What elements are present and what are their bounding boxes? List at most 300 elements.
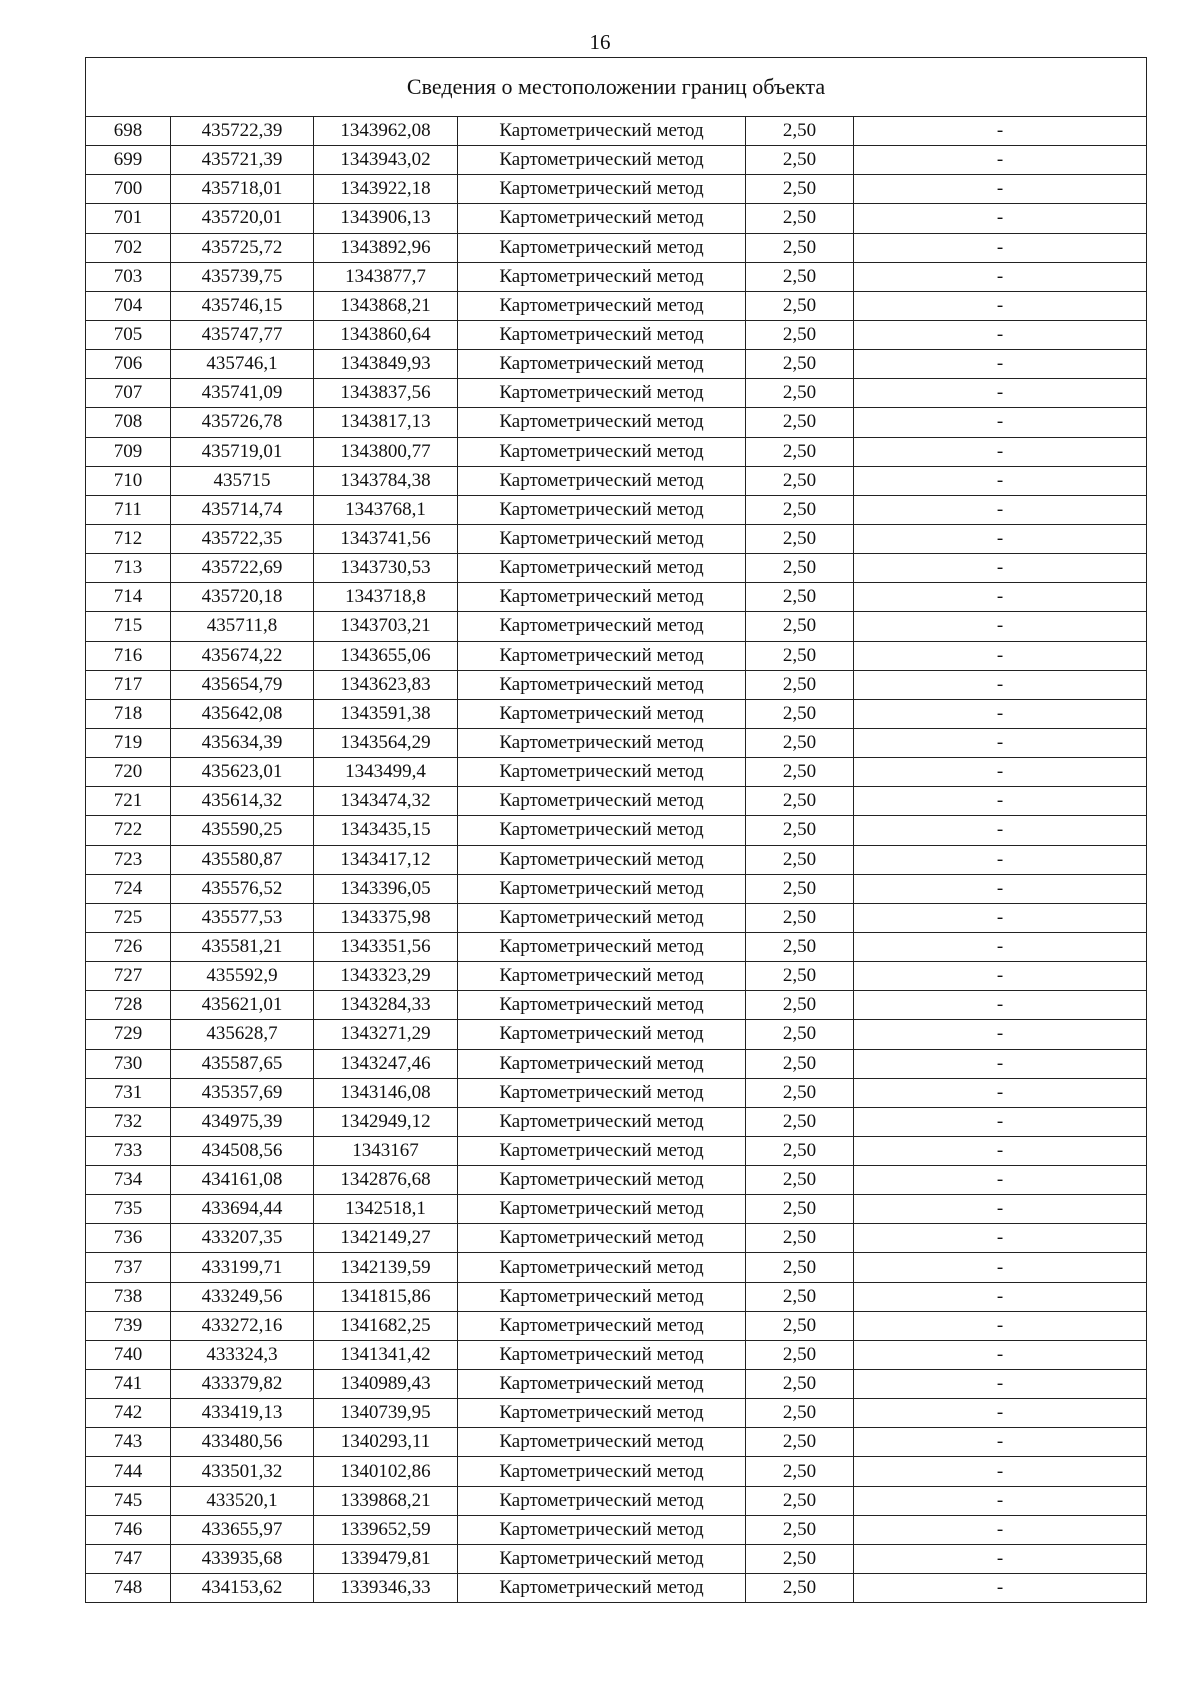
x-coordinate-cell: 433480,56 [171, 1428, 314, 1457]
table-row [86, 320, 1147, 349]
description-cell: - [854, 1311, 1147, 1340]
description-cell: - [854, 146, 1147, 175]
point-number-cell: 699 [86, 146, 171, 175]
description-cell: - [854, 728, 1147, 757]
x-coordinate-cell: 435592,9 [171, 962, 314, 991]
method-cell: Картометрический метод [458, 903, 746, 932]
table-body [86, 117, 1147, 1603]
y-coordinate-cell: 1340739,95 [314, 1399, 458, 1428]
table-row [86, 1544, 1147, 1573]
x-coordinate-cell: 435614,32 [171, 787, 314, 816]
accuracy-cell: 2,50 [746, 524, 854, 553]
y-coordinate-cell: 1343375,98 [314, 903, 458, 932]
accuracy-cell: 2,50 [746, 554, 854, 583]
point-number-cell: 744 [86, 1457, 171, 1486]
x-coordinate-cell: 435580,87 [171, 845, 314, 874]
x-coordinate-cell: 435587,65 [171, 1049, 314, 1078]
table-row [86, 1195, 1147, 1224]
x-coordinate-cell: 435711,8 [171, 612, 314, 641]
description-cell: - [854, 1340, 1147, 1369]
description-cell: - [854, 1136, 1147, 1165]
x-coordinate-cell: 434975,39 [171, 1107, 314, 1136]
y-coordinate-cell: 1340102,86 [314, 1457, 458, 1486]
y-coordinate-cell: 1339652,59 [314, 1515, 458, 1544]
point-number-cell: 724 [86, 874, 171, 903]
table-row [86, 437, 1147, 466]
accuracy-cell: 2,50 [746, 1166, 854, 1195]
method-cell: Картометрический метод [458, 554, 746, 583]
point-number-cell: 745 [86, 1486, 171, 1515]
x-coordinate-cell: 435725,72 [171, 233, 314, 262]
method-cell: Картометрический метод [458, 379, 746, 408]
y-coordinate-cell: 1342149,27 [314, 1224, 458, 1253]
point-number-cell: 733 [86, 1136, 171, 1165]
point-number-cell: 717 [86, 670, 171, 699]
point-number-cell: 730 [86, 1049, 171, 1078]
table-row [86, 1486, 1147, 1515]
accuracy-cell: 2,50 [746, 962, 854, 991]
x-coordinate-cell: 433694,44 [171, 1195, 314, 1224]
y-coordinate-cell: 1339868,21 [314, 1486, 458, 1515]
method-cell: Картометрический метод [458, 1340, 746, 1369]
y-coordinate-cell: 1343435,15 [314, 816, 458, 845]
description-cell: - [854, 699, 1147, 728]
description-cell: - [854, 1486, 1147, 1515]
accuracy-cell: 2,50 [746, 991, 854, 1020]
table-row [86, 175, 1147, 204]
description-cell: - [854, 1107, 1147, 1136]
method-cell: Картометрический метод [458, 1515, 746, 1544]
accuracy-cell: 2,50 [746, 350, 854, 379]
description-cell: - [854, 408, 1147, 437]
accuracy-cell: 2,50 [746, 670, 854, 699]
table-row [86, 1428, 1147, 1457]
accuracy-cell: 2,50 [746, 583, 854, 612]
y-coordinate-cell: 1343284,33 [314, 991, 458, 1020]
point-number-cell: 710 [86, 466, 171, 495]
y-coordinate-cell: 1343849,93 [314, 350, 458, 379]
method-cell: Картометрический метод [458, 117, 746, 146]
accuracy-cell: 2,50 [746, 437, 854, 466]
point-number-cell: 715 [86, 612, 171, 641]
method-cell: Картометрический метод [458, 1107, 746, 1136]
accuracy-cell: 2,50 [746, 1574, 854, 1603]
method-cell: Картометрический метод [458, 1311, 746, 1340]
x-coordinate-cell: 433272,16 [171, 1311, 314, 1340]
point-number-cell: 729 [86, 1020, 171, 1049]
point-number-cell: 702 [86, 233, 171, 262]
description-cell: - [854, 117, 1147, 146]
x-coordinate-cell: 435739,75 [171, 262, 314, 291]
y-coordinate-cell: 1343868,21 [314, 291, 458, 320]
accuracy-cell: 2,50 [746, 1253, 854, 1282]
method-cell: Картометрический метод [458, 1370, 746, 1399]
description-cell: - [854, 845, 1147, 874]
table-row [86, 699, 1147, 728]
y-coordinate-cell: 1343623,83 [314, 670, 458, 699]
table-row [86, 1370, 1147, 1399]
table-row [86, 641, 1147, 670]
method-cell: Картометрический метод [458, 816, 746, 845]
accuracy-cell: 2,50 [746, 1399, 854, 1428]
method-cell: Картометрический метод [458, 932, 746, 961]
method-cell: Картометрический метод [458, 991, 746, 1020]
y-coordinate-cell: 1343323,29 [314, 962, 458, 991]
accuracy-cell: 2,50 [746, 699, 854, 728]
accuracy-cell: 2,50 [746, 1311, 854, 1340]
x-coordinate-cell: 435726,78 [171, 408, 314, 437]
method-cell: Картометрический метод [458, 641, 746, 670]
x-coordinate-cell: 435634,39 [171, 728, 314, 757]
y-coordinate-cell: 1343146,08 [314, 1078, 458, 1107]
x-coordinate-cell: 435715 [171, 466, 314, 495]
y-coordinate-cell: 1343703,21 [314, 612, 458, 641]
table-row [86, 1020, 1147, 1049]
y-coordinate-cell: 1339479,81 [314, 1544, 458, 1573]
description-cell: - [854, 962, 1147, 991]
table-row [86, 845, 1147, 874]
accuracy-cell: 2,50 [746, 1107, 854, 1136]
y-coordinate-cell: 1343655,06 [314, 641, 458, 670]
description-cell: - [854, 350, 1147, 379]
point-number-cell: 737 [86, 1253, 171, 1282]
x-coordinate-cell: 434153,62 [171, 1574, 314, 1603]
method-cell: Картометрический метод [458, 1195, 746, 1224]
x-coordinate-cell: 435654,79 [171, 670, 314, 699]
x-coordinate-cell: 434161,08 [171, 1166, 314, 1195]
description-cell: - [854, 291, 1147, 320]
y-coordinate-cell: 1341341,42 [314, 1340, 458, 1369]
accuracy-cell: 2,50 [746, 1428, 854, 1457]
description-cell: - [854, 320, 1147, 349]
description-cell: - [854, 612, 1147, 641]
y-coordinate-cell: 1343351,56 [314, 932, 458, 961]
method-cell: Картометрический метод [458, 1457, 746, 1486]
method-cell: Картометрический метод [458, 1078, 746, 1107]
x-coordinate-cell: 435721,39 [171, 146, 314, 175]
x-coordinate-cell: 435720,01 [171, 204, 314, 233]
x-coordinate-cell: 435722,39 [171, 117, 314, 146]
table-row [86, 1457, 1147, 1486]
method-cell: Картометрический метод [458, 728, 746, 757]
x-coordinate-cell: 435590,25 [171, 816, 314, 845]
method-cell: Картометрический метод [458, 1282, 746, 1311]
description-cell: - [854, 874, 1147, 903]
point-number-cell: 743 [86, 1428, 171, 1457]
accuracy-cell: 2,50 [746, 845, 854, 874]
x-coordinate-cell: 435576,52 [171, 874, 314, 903]
table-row [86, 291, 1147, 320]
y-coordinate-cell: 1343962,08 [314, 117, 458, 146]
accuracy-cell: 2,50 [746, 874, 854, 903]
point-number-cell: 714 [86, 583, 171, 612]
method-cell: Картометрический метод [458, 320, 746, 349]
point-number-cell: 732 [86, 1107, 171, 1136]
table-row [86, 117, 1147, 146]
method-cell: Картометрический метод [458, 699, 746, 728]
accuracy-cell: 2,50 [746, 1078, 854, 1107]
x-coordinate-cell: 435722,35 [171, 524, 314, 553]
description-cell: - [854, 1370, 1147, 1399]
accuracy-cell: 2,50 [746, 903, 854, 932]
accuracy-cell: 2,50 [746, 291, 854, 320]
description-cell: - [854, 204, 1147, 233]
method-cell: Картометрический метод [458, 612, 746, 641]
accuracy-cell: 2,50 [746, 932, 854, 961]
accuracy-cell: 2,50 [746, 204, 854, 233]
point-number-cell: 718 [86, 699, 171, 728]
point-number-cell: 731 [86, 1078, 171, 1107]
method-cell: Картометрический метод [458, 146, 746, 175]
accuracy-cell: 2,50 [746, 816, 854, 845]
method-cell: Картометрический метод [458, 758, 746, 787]
y-coordinate-cell: 1343474,32 [314, 787, 458, 816]
accuracy-cell: 2,50 [746, 758, 854, 787]
x-coordinate-cell: 435718,01 [171, 175, 314, 204]
y-coordinate-cell: 1343906,13 [314, 204, 458, 233]
x-coordinate-cell: 433379,82 [171, 1370, 314, 1399]
y-coordinate-cell: 1342876,68 [314, 1166, 458, 1195]
y-coordinate-cell: 1343499,4 [314, 758, 458, 787]
x-coordinate-cell: 433501,32 [171, 1457, 314, 1486]
description-cell: - [854, 1253, 1147, 1282]
accuracy-cell: 2,50 [746, 1457, 854, 1486]
accuracy-cell: 2,50 [746, 728, 854, 757]
table-row [86, 612, 1147, 641]
accuracy-cell: 2,50 [746, 1020, 854, 1049]
point-number-cell: 747 [86, 1544, 171, 1573]
accuracy-cell: 2,50 [746, 320, 854, 349]
accuracy-cell: 2,50 [746, 233, 854, 262]
table-row [86, 758, 1147, 787]
x-coordinate-cell: 435746,1 [171, 350, 314, 379]
accuracy-cell: 2,50 [746, 641, 854, 670]
description-cell: - [854, 932, 1147, 961]
accuracy-cell: 2,50 [746, 1049, 854, 1078]
point-number-cell: 701 [86, 204, 171, 233]
y-coordinate-cell: 1339346,33 [314, 1574, 458, 1603]
description-cell: - [854, 379, 1147, 408]
y-coordinate-cell: 1341682,25 [314, 1311, 458, 1340]
x-coordinate-cell: 433419,13 [171, 1399, 314, 1428]
table-row [86, 962, 1147, 991]
y-coordinate-cell: 1343943,02 [314, 146, 458, 175]
description-cell: - [854, 583, 1147, 612]
point-number-cell: 719 [86, 728, 171, 757]
table-row [86, 495, 1147, 524]
method-cell: Картометрический метод [458, 1544, 746, 1573]
table-row [86, 554, 1147, 583]
point-number-cell: 740 [86, 1340, 171, 1369]
table-row [86, 787, 1147, 816]
method-cell: Картометрический метод [458, 1049, 746, 1078]
method-cell: Картометрический метод [458, 495, 746, 524]
point-number-cell: 712 [86, 524, 171, 553]
y-coordinate-cell: 1343564,29 [314, 728, 458, 757]
description-cell: - [854, 437, 1147, 466]
point-number-cell: 736 [86, 1224, 171, 1253]
description-cell: - [854, 1544, 1147, 1573]
y-coordinate-cell: 1343167 [314, 1136, 458, 1165]
table-row [86, 728, 1147, 757]
boundary-coordinates-table [85, 57, 1147, 1603]
accuracy-cell: 2,50 [746, 379, 854, 408]
method-cell: Картометрический метод [458, 524, 746, 553]
x-coordinate-cell: 435747,77 [171, 320, 314, 349]
accuracy-cell: 2,50 [746, 1486, 854, 1515]
table-row [86, 1224, 1147, 1253]
accuracy-cell: 2,50 [746, 1224, 854, 1253]
description-cell: - [854, 1457, 1147, 1486]
point-number-cell: 708 [86, 408, 171, 437]
description-cell: - [854, 1224, 1147, 1253]
description-cell: - [854, 1020, 1147, 1049]
method-cell: Картометрический метод [458, 1020, 746, 1049]
x-coordinate-cell: 435357,69 [171, 1078, 314, 1107]
description-cell: - [854, 758, 1147, 787]
table-row [86, 146, 1147, 175]
method-cell: Картометрический метод [458, 175, 746, 204]
method-cell: Картометрический метод [458, 1486, 746, 1515]
x-coordinate-cell: 435621,01 [171, 991, 314, 1020]
x-coordinate-cell: 435577,53 [171, 903, 314, 932]
page-number: 16 [589, 30, 611, 54]
y-coordinate-cell: 1343718,8 [314, 583, 458, 612]
y-coordinate-cell: 1343591,38 [314, 699, 458, 728]
method-cell: Картометрический метод [458, 787, 746, 816]
point-number-cell: 748 [86, 1574, 171, 1603]
accuracy-cell: 2,50 [746, 495, 854, 524]
method-cell: Картометрический метод [458, 350, 746, 379]
method-cell: Картометрический метод [458, 1166, 746, 1195]
point-number-cell: 711 [86, 495, 171, 524]
point-number-cell: 741 [86, 1370, 171, 1399]
y-coordinate-cell: 1343800,77 [314, 437, 458, 466]
x-coordinate-cell: 435642,08 [171, 699, 314, 728]
y-coordinate-cell: 1343768,1 [314, 495, 458, 524]
description-cell: - [854, 670, 1147, 699]
table-row [86, 1253, 1147, 1282]
y-coordinate-cell: 1343817,13 [314, 408, 458, 437]
point-number-cell: 721 [86, 787, 171, 816]
description-cell: - [854, 1428, 1147, 1457]
y-coordinate-cell: 1343877,7 [314, 262, 458, 291]
point-number-cell: 700 [86, 175, 171, 204]
table-row [86, 670, 1147, 699]
method-cell: Картометрический метод [458, 874, 746, 903]
table-row [86, 1166, 1147, 1195]
method-cell: Картометрический метод [458, 437, 746, 466]
method-cell: Картометрический метод [458, 845, 746, 874]
accuracy-cell: 2,50 [746, 612, 854, 641]
x-coordinate-cell: 433249,56 [171, 1282, 314, 1311]
y-coordinate-cell: 1343730,53 [314, 554, 458, 583]
point-number-cell: 704 [86, 291, 171, 320]
table-row [86, 1107, 1147, 1136]
x-coordinate-cell: 433324,3 [171, 1340, 314, 1369]
table-row [86, 408, 1147, 437]
description-cell: - [854, 495, 1147, 524]
accuracy-cell: 2,50 [746, 1515, 854, 1544]
y-coordinate-cell: 1340293,11 [314, 1428, 458, 1457]
x-coordinate-cell: 435623,01 [171, 758, 314, 787]
description-cell: - [854, 1399, 1147, 1428]
table-row [86, 1340, 1147, 1369]
accuracy-cell: 2,50 [746, 117, 854, 146]
description-cell: - [854, 1195, 1147, 1224]
table-row [86, 1311, 1147, 1340]
y-coordinate-cell: 1343741,56 [314, 524, 458, 553]
accuracy-cell: 2,50 [746, 1370, 854, 1399]
x-coordinate-cell: 435746,15 [171, 291, 314, 320]
description-cell: - [854, 1078, 1147, 1107]
x-coordinate-cell: 433520,1 [171, 1486, 314, 1515]
x-coordinate-cell: 435722,69 [171, 554, 314, 583]
method-cell: Картометрический метод [458, 670, 746, 699]
accuracy-cell: 2,50 [746, 1340, 854, 1369]
description-cell: - [854, 1166, 1147, 1195]
accuracy-cell: 2,50 [746, 787, 854, 816]
y-coordinate-cell: 1343892,96 [314, 233, 458, 262]
point-number-cell: 734 [86, 1166, 171, 1195]
description-cell: - [854, 175, 1147, 204]
y-coordinate-cell: 1343860,64 [314, 320, 458, 349]
x-coordinate-cell: 435674,22 [171, 641, 314, 670]
description-cell: - [854, 466, 1147, 495]
accuracy-cell: 2,50 [746, 408, 854, 437]
method-cell: Картометрический метод [458, 1428, 746, 1457]
table-row [86, 874, 1147, 903]
method-cell: Картометрический метод [458, 1574, 746, 1603]
method-cell: Картометрический метод [458, 262, 746, 291]
x-coordinate-cell: 435714,74 [171, 495, 314, 524]
x-coordinate-cell: 433655,97 [171, 1515, 314, 1544]
x-coordinate-cell: 435581,21 [171, 932, 314, 961]
description-cell: - [854, 233, 1147, 262]
table-row [86, 932, 1147, 961]
method-cell: Картометрический метод [458, 1399, 746, 1428]
y-coordinate-cell: 1340989,43 [314, 1370, 458, 1399]
accuracy-cell: 2,50 [746, 466, 854, 495]
method-cell: Картометрический метод [458, 408, 746, 437]
x-coordinate-cell: 433935,68 [171, 1544, 314, 1573]
point-number-cell: 698 [86, 117, 171, 146]
method-cell: Картометрический метод [458, 204, 746, 233]
point-number-cell: 705 [86, 320, 171, 349]
y-coordinate-cell: 1343271,29 [314, 1020, 458, 1049]
point-number-cell: 723 [86, 845, 171, 874]
y-coordinate-cell: 1341815,86 [314, 1282, 458, 1311]
accuracy-cell: 2,50 [746, 1544, 854, 1573]
point-number-cell: 722 [86, 816, 171, 845]
accuracy-cell: 2,50 [746, 1136, 854, 1165]
table-row [86, 816, 1147, 845]
point-number-cell: 703 [86, 262, 171, 291]
y-coordinate-cell: 1343922,18 [314, 175, 458, 204]
y-coordinate-cell: 1343247,46 [314, 1049, 458, 1078]
table-row [86, 1282, 1147, 1311]
description-cell: - [854, 524, 1147, 553]
table-row [86, 1078, 1147, 1107]
x-coordinate-cell: 434508,56 [171, 1136, 314, 1165]
x-coordinate-cell: 433207,35 [171, 1224, 314, 1253]
description-cell: - [854, 262, 1147, 291]
x-coordinate-cell: 435628,7 [171, 1020, 314, 1049]
method-cell: Картометрический метод [458, 583, 746, 612]
point-number-cell: 739 [86, 1311, 171, 1340]
point-number-cell: 728 [86, 991, 171, 1020]
method-cell: Картометрический метод [458, 962, 746, 991]
